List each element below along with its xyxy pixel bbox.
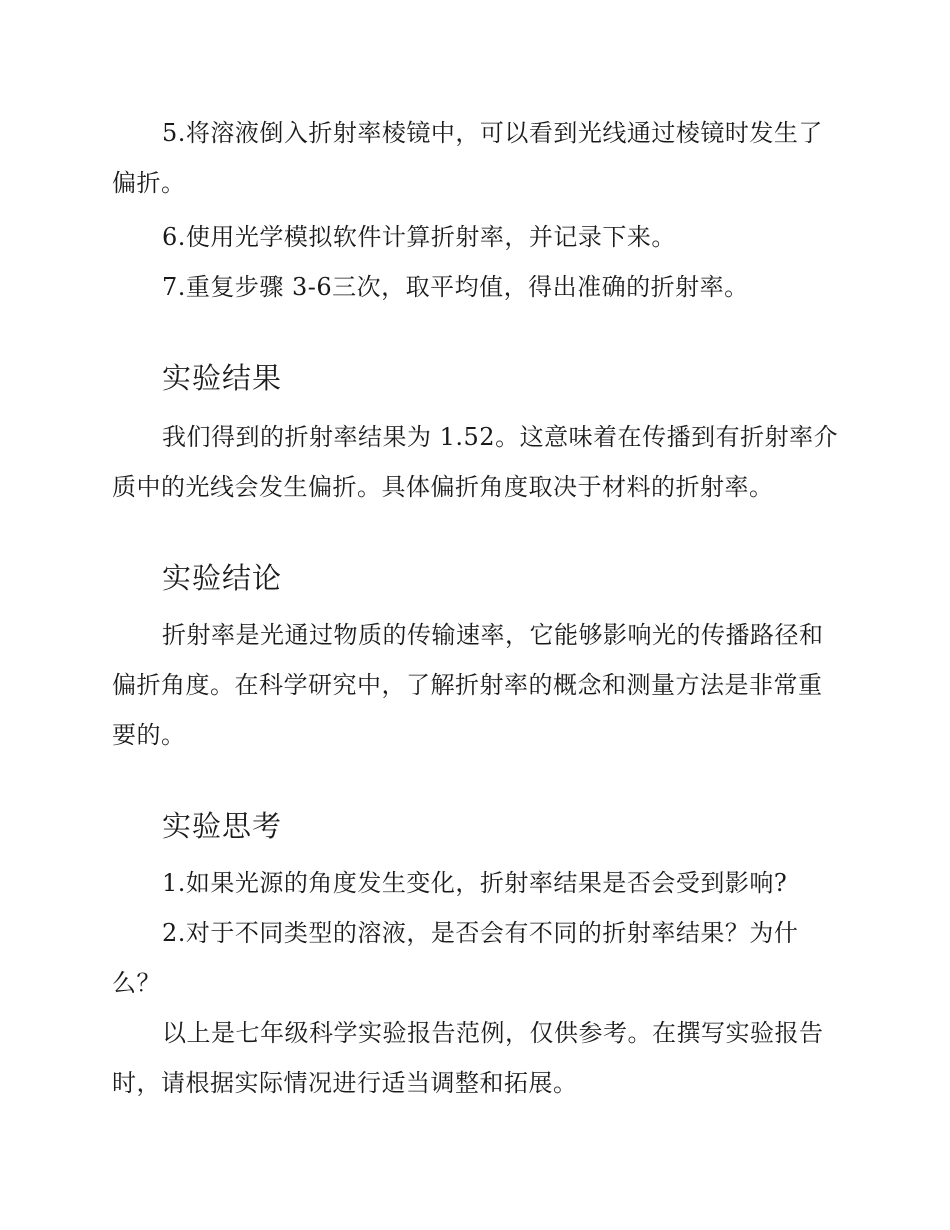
closing-paragraph: 以上是七年级科学实验报告范例，仅供参考。在撰写实验报告时，请根据实际情况进行适当调整和拓展。 (112, 1019, 824, 1097)
step-6-paragraph: 6.使用光学模拟软件计算折射率，并记录下来。 (162, 223, 676, 251)
thinking-heading: 实验思考 (162, 809, 283, 843)
results-heading: 实验结果 (162, 361, 283, 395)
thinking-question-1: 1.如果光源的角度发生变化，折射率结果是否会受到影响? (162, 869, 788, 897)
results-paragraph: 我们得到的折射率结果为 1.52。这意味着在传播到有折射率介质中的光线会发生偏折。具体偏折角度取决于材料的折射率。 (112, 423, 839, 501)
conclusion-paragraph: 折射率是光通过物质的传输速率，它能够影响光的传播路径和偏折角度。在科学研究中，了解折射率的概念和测量方法是非常重要的。 (112, 621, 824, 749)
thinking-question-2: 2.对于不同类型的溶液，是否会有不同的折射率结果？为什么？ (112, 919, 799, 997)
step-5-paragraph: 5.将溶液倒入折射率棱镜中，可以看到光线通过棱镜时发生了偏折。 (112, 119, 823, 197)
conclusion-heading: 实验结论 (162, 561, 283, 595)
step-7-paragraph: 7.重复步骤 3-6三次，取平均值，得出准确的折射率。 (162, 273, 749, 301)
